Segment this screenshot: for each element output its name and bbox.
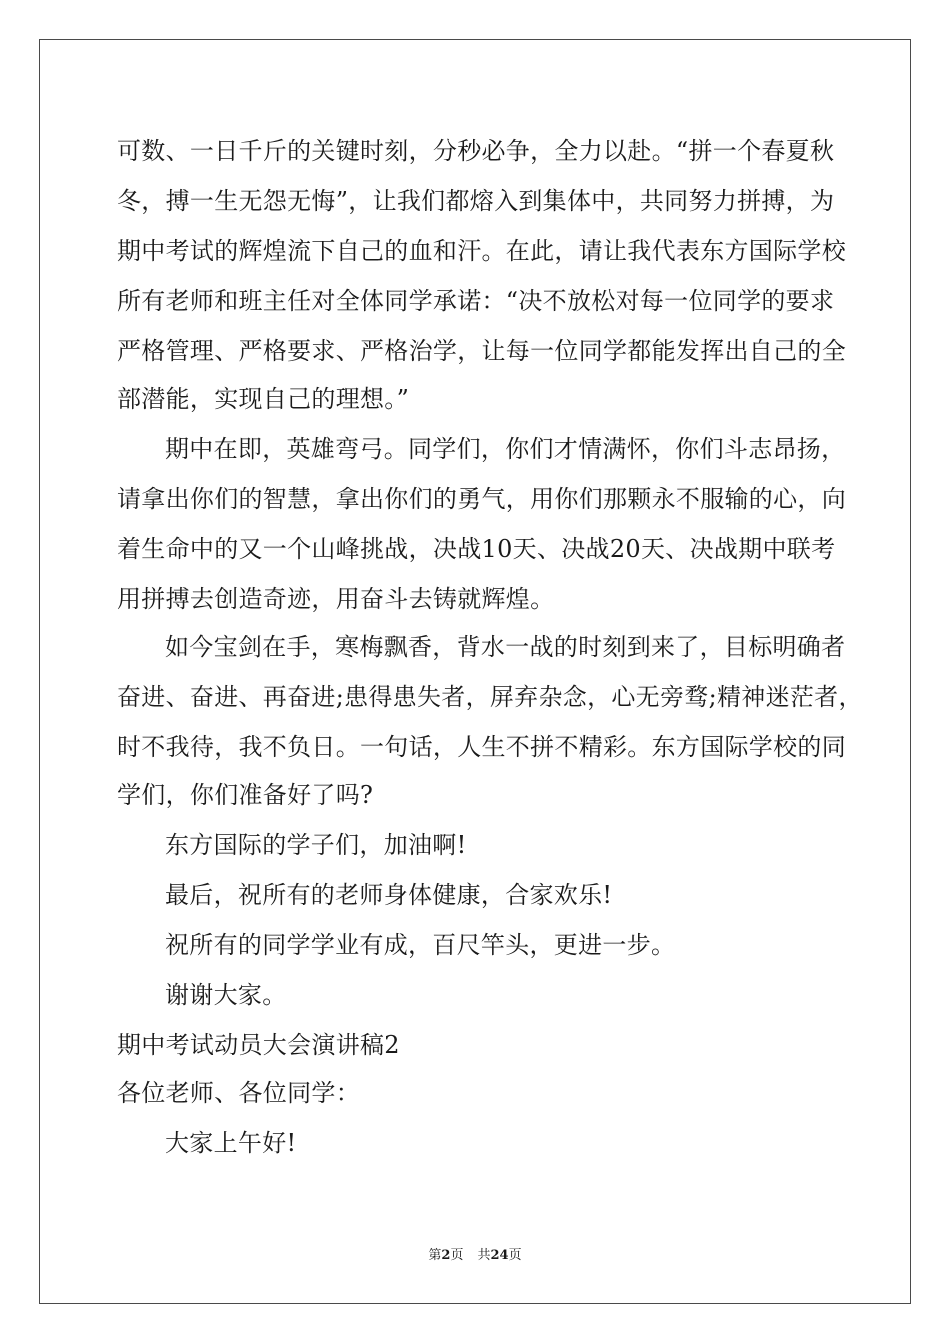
body-line: 请拿出你们的智慧，拿出你们的勇气，用你们那颗永不服输的心，向	[117, 485, 846, 513]
body-line: 所有老师和班主任对全体同学承诺：“决不放松对每一位同学的要求	[117, 287, 835, 315]
total-suffix: 页	[508, 1248, 522, 1263]
page-prefix: 第	[428, 1248, 442, 1263]
body-line: 时不我待，我不负日。一句话，人生不拼不精彩。东方国际学校的同	[117, 733, 846, 761]
paragraph-start-line: 如今宝剑在手，寒梅飘香，背水一战的时刻到来了，目标明确者	[165, 633, 846, 661]
section-title: 期中考试动员大会演讲稿2	[117, 1031, 400, 1059]
body-line: 着生命中的又一个山峰挑战，决战10天、决战20天、决战期中联考	[117, 535, 836, 563]
paragraph-start-line: 最后，祝所有的老师身体健康，合家欢乐!	[165, 881, 613, 909]
total-prefix: 共	[477, 1248, 491, 1263]
total-pages: 24	[490, 1248, 509, 1263]
page-border	[39, 39, 911, 1304]
closing-line: 谢谢大家。	[165, 981, 287, 1009]
page-footer	[0, 1247, 950, 1265]
paragraph-start-line: 期中在即，英雄弯弓。同学们，你们才情满怀，你们斗志昂扬，	[165, 435, 846, 463]
body-line: 用拼搏去创造奇迹，用奋斗去铸就辉煌。	[117, 585, 555, 613]
body-line: 奋进、奋进、再奋进;患得患失者，屏弃杂念，心无旁骛;精神迷茫者，	[117, 683, 863, 711]
body-line: 严格管理、严格要求、严格治学，让每一位同学都能发挥出自己的全	[117, 337, 846, 365]
body-line: 冬，搏一生无怨无悔”，让我们都熔入到集体中，共同努力拼搏，为	[117, 187, 835, 215]
page-number: 2	[441, 1248, 451, 1263]
paragraph-start-line: 东方国际的学子们，加油啊!	[165, 831, 467, 859]
body-line: 期中考试的辉煌流下自己的血和汗。在此，请让我代表东方国际学校	[117, 237, 846, 265]
paragraph-start-line: 祝所有的同学学业有成，百尺竿头，更进一步。	[165, 931, 676, 959]
body-line: 学们，你们准备好了吗?	[117, 781, 374, 809]
salutation: 各位老师、各位同学：	[117, 1079, 360, 1107]
body-line: 可数、一日千斤的关键时刻，分秒必争，全力以赴。“拼一个春夏秋	[117, 137, 835, 165]
body-line: 部潜能，实现自己的理想。”	[117, 385, 410, 413]
greeting: 大家上午好!	[165, 1129, 297, 1157]
page-suffix: 页	[450, 1248, 464, 1263]
